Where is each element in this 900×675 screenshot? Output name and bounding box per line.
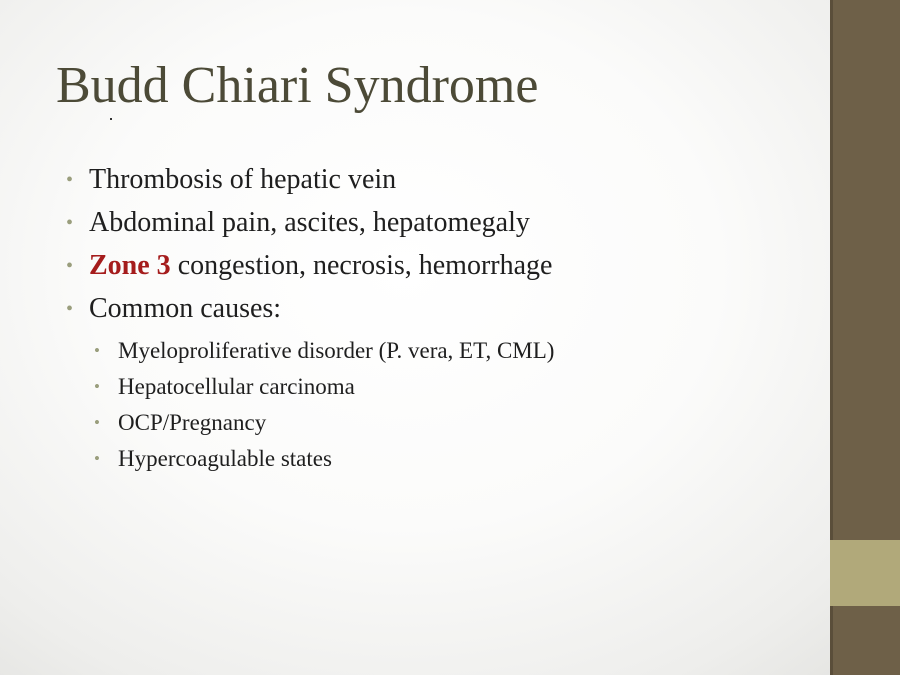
sub-bullet-item xyxy=(66,336,806,372)
slide-title: Budd Chiari Syndrome xyxy=(56,57,539,114)
bullet-text: Thrombosis of hepatic vein xyxy=(89,164,397,195)
decorative-sidebar xyxy=(830,0,900,675)
sidebar-accent-block xyxy=(830,540,900,606)
bullet-item xyxy=(66,162,806,205)
bullet-marker: • xyxy=(66,298,74,320)
sub-bullet-text: OCP/Pregnancy xyxy=(118,410,267,435)
sub-bullet-text: Hepatocellular carcinoma xyxy=(118,374,355,399)
sub-bullet-item xyxy=(66,372,806,408)
sub-bullet-item xyxy=(66,408,806,444)
sub-bullet-item xyxy=(66,444,806,480)
bullet-item xyxy=(66,291,806,334)
sub-bullet-list xyxy=(66,336,806,480)
sub-bullet-marker: • xyxy=(94,449,100,468)
bullet-item xyxy=(66,248,806,291)
bullet-marker: • xyxy=(66,212,74,234)
sub-bullet-text: Hypercoagulable states xyxy=(118,446,332,471)
sub-bullet-text: Myeloproliferative disorder (P. vera, ET, CML) xyxy=(118,338,555,363)
sub-bullet-marker: • xyxy=(94,341,100,360)
sub-bullet-marker: • xyxy=(94,377,100,396)
bullet-text: Abdominal pain, ascites, hepatomegaly xyxy=(89,207,530,238)
bullet-text: Common causes: xyxy=(89,293,282,324)
sub-bullet-marker: • xyxy=(94,413,100,432)
mouse-cursor-dot xyxy=(110,118,112,120)
zone-rest-text: congestion, necrosis, hemorrhage xyxy=(170,250,553,281)
bullet-marker: • xyxy=(66,169,74,191)
bullet-marker: • xyxy=(66,255,74,277)
zone-highlight: Zone 3 xyxy=(89,250,171,281)
bullet-item xyxy=(66,205,806,248)
bullet-text xyxy=(89,250,552,282)
slide-content xyxy=(66,162,806,480)
